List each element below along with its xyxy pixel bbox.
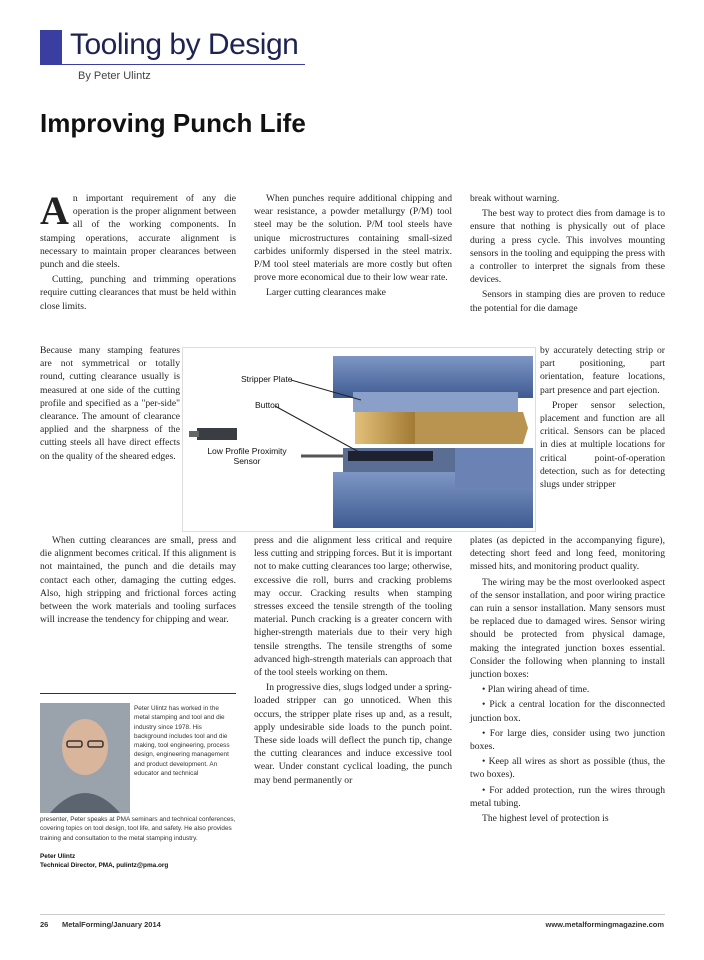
author-name: Peter Ulintz [40,853,76,860]
article-headline: Improving Punch Life [40,108,306,138]
author-rule [40,693,236,694]
proximity-sensor [197,428,237,440]
paragraph: The best way to protect dies from damage is to ensure that nothing is physically out of place during a press cycle. This involves mounting sensors in the tooling and equipping the press with a controller to interpret the signals from these devices. [470,208,665,286]
punch [355,412,415,444]
die-illustration [183,348,535,531]
paragraph: n important requirement of any die operation is the proper alignment between all of the working components. In stamping operations, accurate alignment is necessary to maintain proper clearances between punch and die steels. [40,193,236,271]
author-contact [40,852,168,870]
paragraph: The wiring may be the most overlooked aspect of the sensor installation, and poor wiring practice can ruin a sensor installation. Many sensors must be replaced due to damaged wires. Sensor wiring should be protected from physical damage, making the integrated junction boxes essential. Consider the following when planning to install junction boxes: [470,576,665,681]
paragraph: The highest level of protection is [482,813,609,825]
paragraph: When punches require additional chipping and wear resistance, a powder metallurgy (P/M) tool steel may be the solution. P/M tool steels have unique microstructures containing small-sized carbides uniformly dispersed in the steel matrix. P/M tool steel materials are more costly but often prove more economical due to their low wear rate. [254,193,452,284]
paragraph: Because many stamping features are not symmetrical or totally round, cutting clearance usually is measured at one side of the cutting profile and specified as a "per-side" clearance. The amount of clearance applied and the sharpness of the cutting steels all have direct effects on the quality of the sheared edges. [40,345,180,462]
column-1-bottom [40,534,236,628]
slug-region [348,451,433,461]
column-1-top [40,188,236,315]
section-title: Tooling by Design [70,28,299,61]
label-button: Button [255,400,280,410]
column-3-wrap [540,344,665,493]
author-portrait [40,703,130,813]
upper-die-shoe [333,356,533,398]
die-sensor-figure [182,347,536,532]
byline: By Peter Ulintz [78,70,151,82]
author-bio-continued: presenter, Peter speaks at PMA seminars and technical conferences, covering topics on tool design, tool life, and safety. He also provides training and consultation to the metal stamping industry. [40,816,236,842]
leader-button [275,406,359,452]
paragraph: In progressive dies, slugs lodged under a spring-loaded stripper can go unnoticed. When this occurs, the stripper plate rises up and, as a result, apply undesirable side loads to the punch point. These side loads will deflect the punch tip, change the cutting clearances and induce excessive tool wear. Under constant cyclical loading, the punch may bend permanently or [254,682,452,786]
paragraph: Larger cutting clearances make [266,287,386,299]
paragraph: break without warning. [470,193,560,204]
paragraph: Proper sensor selection, placement and function are all critical. Sensors can be placed in dies at multiple locations for critical point-of-operation detection, such as for detecting slugs under stripper [540,399,665,491]
column-3-bottom [470,534,665,827]
paragraph: When cutting clearances are small, press and die alignment becomes critical. If this alignment is not maintained, the punch and die details may contact each other, damaging the cutting edges. Also, high stripping and frictional forces acting between the work materials and tooling surfaces will increase the tendency for chipping and wear. [40,535,236,626]
website-link[interactable]: www.metalformingmagazine.com [545,920,664,929]
issue-label: MetalForming/January 2014 [62,920,161,929]
label-stripper-plate: Stripper Plate [241,374,293,384]
column-2-top [254,192,452,302]
bullet-item: • Keep all wires as short as possible (thus, the two boxes). [470,756,665,781]
author-bio: Peter Ulintz has worked in the metal stamping and tool and die industry since 1978. His background includes tool and die making, tool engineering, process design, engineering management and product development. An educator and technical [134,705,230,778]
die-block-right [455,448,533,488]
bullet-item: • For added protection, run the wires through metal tubing. [470,784,665,809]
author-photo [40,703,130,813]
footer-rule [40,914,665,915]
bullet-item: • For large dies, consider using two junction boxes. [470,727,665,753]
label-proximity-sensor: Low Profile Proximity Sensor [207,446,287,466]
section-accent-bar [40,30,62,65]
paragraph: press and die alignment less critical and require less cutting and stripping forces. But it is important not to make cutting clearances too large; otherwise, excessive die roll, burrs and cracking problems may occur. Cracking results when stamping stresses exceed the tensile strength of the tooling material. Punch cracking is a greater concern with higher-strength materials due to their very high tensile strengths. The tensile strengths of some advanced high-strength materials can approach that of the tool steels working on them. [254,535,452,679]
paragraph: by accurately detecting strip or part positioning, part orientation, feature locations, part presence and part ejection. [540,345,665,396]
paragraph: Sensors in stamping dies are proven to reduce the potential for die damage [470,289,665,314]
page-number: 26 [40,920,49,929]
sensor-connector [189,431,199,437]
author-title: Technical Director, PMA, pulintz@pma.org [40,862,169,869]
bullet-item: • Pick a central location for the disconnected junction box. [470,699,665,724]
header-rule [40,64,305,65]
column-3-top [470,192,665,317]
bullet-item: • Plan wiring ahead of time. [482,684,590,696]
column-2-bottom [254,534,452,789]
column-1-wrap [40,344,180,465]
stripper-plate [353,392,518,412]
drop-cap: A [40,188,69,233]
paragraph: plates (as depicted in the accompanying figure), detecting short feed and long feed, monitoring missed hits, and monitoring product quality. [470,535,665,573]
punch-shank [415,412,528,444]
paragraph: Cutting, punching and trimming operations require cutting clearances that must be held within close limits. [40,274,236,312]
